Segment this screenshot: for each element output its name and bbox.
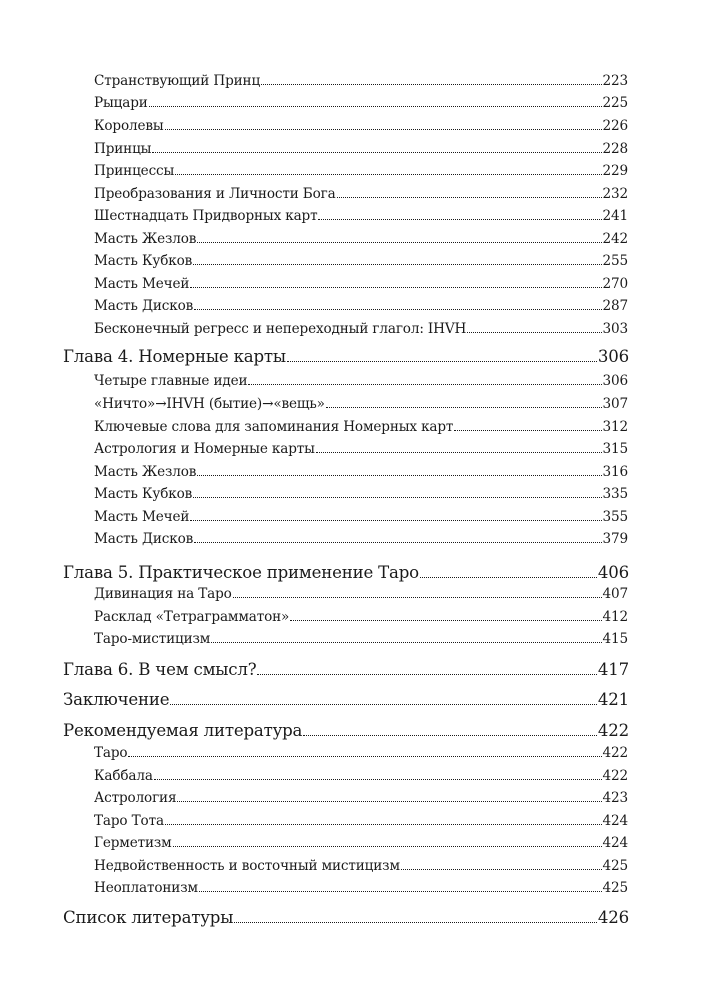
toc-entry-title: Масть Дисков	[94, 298, 194, 314]
dot-leader	[194, 542, 601, 543]
dot-leader	[152, 152, 601, 153]
toc-entry	[94, 419, 628, 435]
toc-entry-page: 412	[602, 609, 628, 625]
toc-entry-title: Дивинация на Таро	[94, 586, 232, 602]
dot-leader	[318, 219, 601, 220]
toc-entry-page: 422	[602, 768, 628, 784]
toc-entry-page: 423	[602, 790, 628, 806]
toc-entry-title: Бесконечный регресс и непереходный глагол: IHVH	[94, 321, 467, 337]
toc-entry-page: 255	[602, 253, 628, 269]
toc-entry-title: Четыре главные идеи	[94, 373, 248, 389]
toc-entry	[94, 321, 628, 337]
toc-chapter	[63, 721, 629, 740]
toc-entry-title: Масть Дисков	[94, 531, 194, 547]
toc-entry	[94, 276, 628, 292]
toc-entry-title: Принцы	[94, 141, 152, 157]
dot-leader	[193, 264, 601, 265]
dot-leader	[177, 801, 601, 802]
toc-entry-page: 226	[602, 118, 628, 134]
toc-entry	[94, 208, 628, 224]
toc-chapter-title: Рекомендуемая литература	[63, 721, 303, 740]
toc-entry-page: 407	[602, 586, 628, 602]
toc-entry	[94, 531, 628, 547]
toc-entry-title: Каббала	[94, 768, 153, 784]
toc-entry	[94, 464, 628, 480]
toc-entry-title: Королевы	[94, 118, 164, 134]
toc-entry-page: 303	[602, 321, 628, 337]
toc-entry	[94, 835, 628, 851]
toc-entry	[94, 118, 628, 134]
toc-chapter	[63, 690, 629, 709]
dot-leader	[165, 129, 602, 130]
toc-entry	[94, 298, 628, 314]
toc-entry	[94, 586, 628, 602]
toc-entry-title: Таро	[94, 745, 128, 761]
toc-entry-title: Преобразования и Личности Бога	[94, 186, 336, 202]
toc-entry-page: 335	[602, 486, 628, 502]
toc-entry	[94, 768, 628, 784]
toc-entry-title: Астрология	[94, 790, 177, 806]
dot-leader	[170, 704, 597, 705]
dot-leader	[190, 287, 601, 288]
toc-entry	[94, 396, 628, 412]
dot-leader	[197, 242, 601, 243]
toc-entry-title: Таро-мистицизм	[94, 631, 211, 647]
dot-leader	[467, 332, 601, 333]
toc-chapter-title: Глава 4. Номерные карты	[63, 347, 286, 366]
toc-entry-title: Неоплатонизм	[94, 880, 198, 896]
toc-chapter-title: Глава 5. Практическое применение Таро	[63, 563, 419, 582]
toc-chapter-page: 406	[597, 563, 629, 582]
toc-entry-page: 307	[602, 396, 628, 412]
toc-entry-page: 315	[602, 441, 628, 457]
toc-entry-title: «Ничто»→IHVH (бытие)→«вещь»	[94, 396, 325, 412]
toc-entry-page: 242	[602, 231, 628, 247]
toc-entry-page: 425	[602, 880, 628, 896]
toc-entry	[94, 186, 628, 202]
toc-entry	[94, 141, 628, 157]
toc-entry	[94, 790, 628, 806]
dot-leader	[401, 869, 602, 870]
dot-leader	[194, 309, 601, 310]
toc-entry-page: 225	[602, 95, 628, 111]
toc-chapter-page: 417	[597, 660, 629, 679]
dot-leader	[190, 520, 601, 521]
toc-entry-title: Масть Кубков	[94, 253, 193, 269]
toc-entry	[94, 231, 628, 247]
toc-chapter	[63, 908, 629, 927]
toc-entry-page: 316	[602, 464, 628, 480]
toc-entry	[94, 95, 628, 111]
toc-chapter-title: Список литературы	[63, 908, 234, 927]
toc-entry-title: Таро Тота	[94, 813, 164, 829]
toc-entry	[94, 509, 628, 525]
toc-entry-title: Масть Жезлов	[94, 231, 197, 247]
toc-entry-title: Астрология и Номерные карты	[94, 441, 315, 457]
toc-chapter-page: 422	[597, 721, 629, 740]
dot-leader	[290, 620, 601, 621]
toc-entry	[94, 73, 628, 89]
dot-leader	[154, 779, 602, 780]
toc-entry	[94, 745, 628, 761]
toc-entry-title: Масть Жезлов	[94, 464, 197, 480]
dot-leader	[303, 735, 597, 736]
dot-leader	[197, 475, 601, 476]
toc-chapter-page: 426	[597, 908, 629, 927]
toc-entry	[94, 880, 628, 896]
dot-leader	[337, 197, 602, 198]
toc-entry	[94, 253, 628, 269]
toc-entry-title: Шестнадцать Придворных карт	[94, 208, 318, 224]
toc-entry	[94, 813, 628, 829]
toc-chapter-page: 306	[597, 347, 629, 366]
dot-leader	[248, 384, 601, 385]
toc-entry-title: Масть Кубков	[94, 486, 193, 502]
toc-entry-title: Принцессы	[94, 163, 175, 179]
dot-leader	[193, 497, 601, 498]
toc-entry-page: 232	[602, 186, 628, 202]
dot-leader	[165, 824, 602, 825]
dot-leader	[128, 756, 601, 757]
dot-leader	[199, 891, 602, 892]
toc-entry-page: 425	[602, 858, 628, 874]
toc-entry-title: Недвойственность и восточный мистицизм	[94, 858, 400, 874]
toc-entry	[94, 373, 628, 389]
toc-entry	[94, 441, 628, 457]
toc-chapter	[63, 563, 629, 582]
toc-entry-page: 312	[602, 419, 628, 435]
dot-leader	[257, 674, 597, 675]
dot-leader	[420, 577, 597, 578]
toc-entry	[94, 163, 628, 179]
dot-leader	[454, 430, 601, 431]
dot-leader	[175, 174, 601, 175]
dot-leader	[261, 84, 601, 85]
toc-entry	[94, 609, 628, 625]
toc-entry-page: 424	[602, 835, 628, 851]
toc-entry-title: Ключевые слова для запоминания Номерных карт	[94, 419, 454, 435]
dot-leader	[234, 922, 597, 923]
toc-entry-page: 241	[602, 208, 628, 224]
toc-chapter-page: 421	[597, 690, 629, 709]
toc-chapter	[63, 660, 629, 679]
dot-leader	[287, 361, 597, 362]
toc-entry-page: 355	[602, 509, 628, 525]
toc-entry-page: 424	[602, 813, 628, 829]
toc-entry-page: 223	[602, 73, 628, 89]
toc-entry-page: 306	[602, 373, 628, 389]
toc-entry-title: Расклад «Тетраграмматон»	[94, 609, 290, 625]
toc-entry-page: 287	[602, 298, 628, 314]
toc-entry-title: Странствующий Принц	[94, 73, 261, 89]
toc-entry-page: 422	[602, 745, 628, 761]
toc-entry	[94, 858, 628, 874]
toc-entry-page: 229	[602, 163, 628, 179]
toc-entry-title: Герметизм	[94, 835, 172, 851]
toc-entry-page: 415	[602, 631, 628, 647]
toc-entry-page: 270	[602, 276, 628, 292]
toc-chapter-title: Заключение	[63, 690, 170, 709]
toc-entry-page: 228	[602, 141, 628, 157]
toc-entry-page: 379	[602, 531, 628, 547]
dot-leader	[211, 642, 601, 643]
toc-entry-title: Масть Мечей	[94, 509, 190, 525]
toc-entry-title: Рыцари	[94, 95, 148, 111]
dot-leader	[173, 846, 602, 847]
dot-leader	[233, 597, 602, 598]
dot-leader	[316, 452, 602, 453]
toc-entry	[94, 486, 628, 502]
toc-chapter	[63, 347, 629, 366]
toc-entry	[94, 631, 628, 647]
dot-leader	[149, 106, 602, 107]
toc-entry-title: Масть Мечей	[94, 276, 190, 292]
dot-leader	[326, 407, 602, 408]
toc-chapter-title: Глава 6. В чем смысл?	[63, 660, 257, 679]
